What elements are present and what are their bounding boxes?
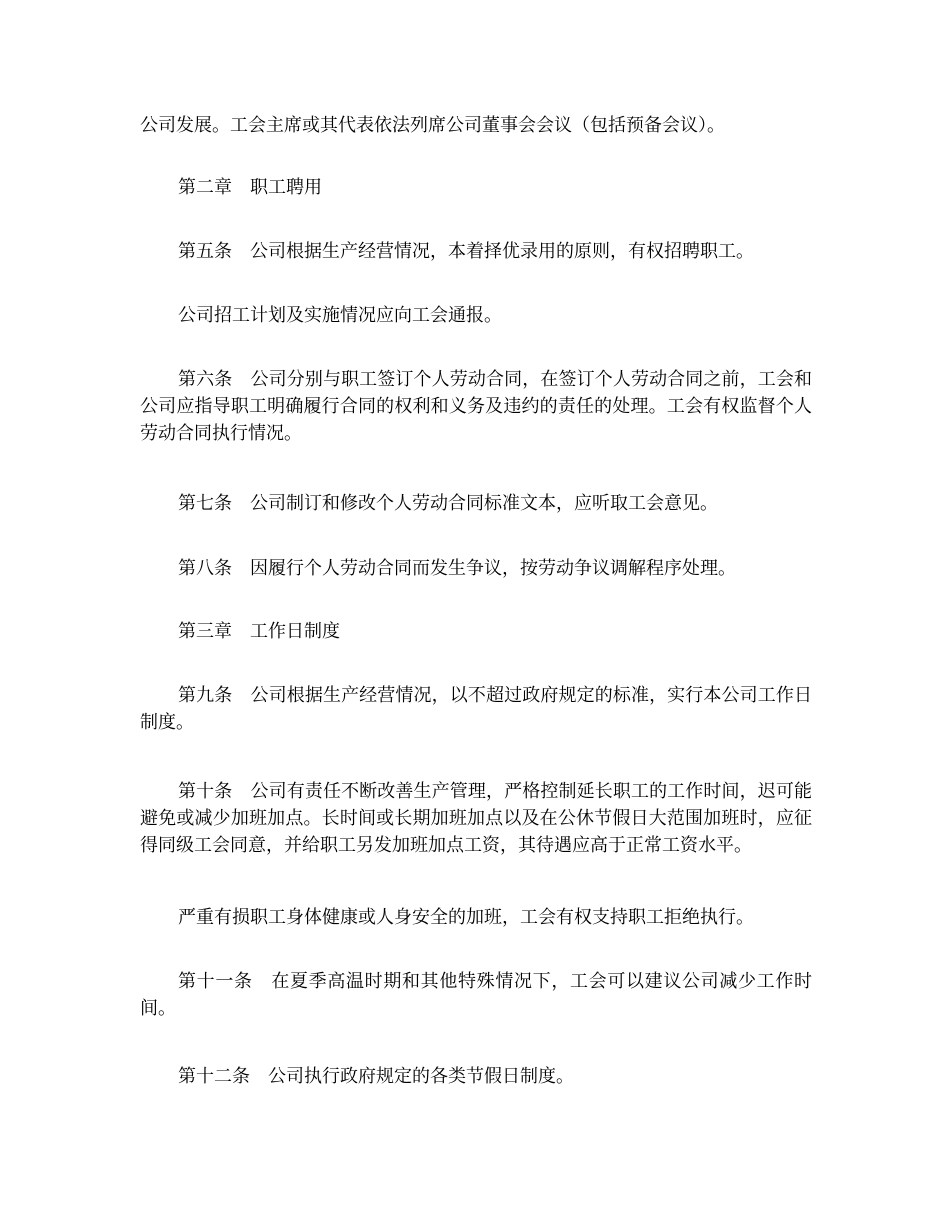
- article-number: 第九条: [178, 685, 233, 706]
- article-text: 因履行个人劳动合同而发生争议，按劳动争议调解程序处理。: [250, 558, 736, 579]
- article-6: [140, 366, 812, 447]
- chapter-heading-2: [140, 174, 812, 201]
- article-number: 第十一条: [178, 971, 253, 992]
- paragraph-continuation: [140, 112, 812, 139]
- article-text: 公司分别与职工签订个人劳动合同，在签订个人劳动合同之前，工会和公司应指导职工明确履行合同的权利和义务及违约的责任的处理。工会有权监督个人劳动合同执行情况。: [140, 369, 813, 444]
- chapter-title: 工作日制度: [250, 621, 340, 642]
- paragraph-text: 公司发展。工会主席或其代表依法列席公司董事会会议（包括预备会议）。: [140, 115, 725, 136]
- article-text: 在夏季高温时期和其他特殊情况下，工会可以建议公司减少工作时间。: [140, 971, 813, 1019]
- paragraph-text: 严重有损职工身体健康或人身安全的加班，工会有权支持职工拒绝执行。: [178, 907, 754, 928]
- article-11: [140, 968, 812, 1022]
- article-text: 公司有责任不断改善生产管理，严格控制延长职工的工作时间，迟可能避免或减少加班加点。长时间或长期加班加点以及在公休节假日大范围加班时，应征得同级工会同意，并给职工另发加班加点工资，其待遇应高于正常工资水平。: [140, 781, 813, 856]
- article-text: 公司执行政府规定的各类节假日制度。: [268, 1066, 574, 1087]
- article-number: 第五条: [178, 241, 232, 262]
- article-12: [140, 1063, 812, 1090]
- chapter-title: 职工聘用: [250, 177, 322, 198]
- chapter-number: 第三章: [178, 621, 232, 642]
- article-number: 第十条: [178, 781, 233, 802]
- chapter-heading-3: [140, 618, 812, 645]
- article-number: 第七条: [178, 493, 232, 514]
- article-7: [140, 490, 812, 517]
- paragraph-refuse-overtime: [140, 904, 812, 931]
- article-5: [140, 238, 812, 265]
- article-number: 第六条: [178, 369, 233, 390]
- article-10: [140, 778, 812, 859]
- chapter-number: 第二章: [178, 177, 232, 198]
- paragraph-recruitment-report: [140, 302, 812, 329]
- article-8: [140, 555, 812, 582]
- article-text: 公司根据生产经营情况，以不超过政府规定的标准，实行本公司工作日制度。: [140, 685, 813, 733]
- article-number: 第十二条: [178, 1066, 250, 1087]
- paragraph-text: 公司招工计划及实施情况应向工会通报。: [178, 305, 502, 326]
- article-9: [140, 682, 812, 736]
- article-text: 公司制订和修改个人劳动合同标准文本，应听取工会意见。: [250, 493, 718, 514]
- article-text: 公司根据生产经营情况，本着择优录用的原则，有权招聘职工。: [250, 241, 754, 262]
- article-number: 第八条: [178, 558, 232, 579]
